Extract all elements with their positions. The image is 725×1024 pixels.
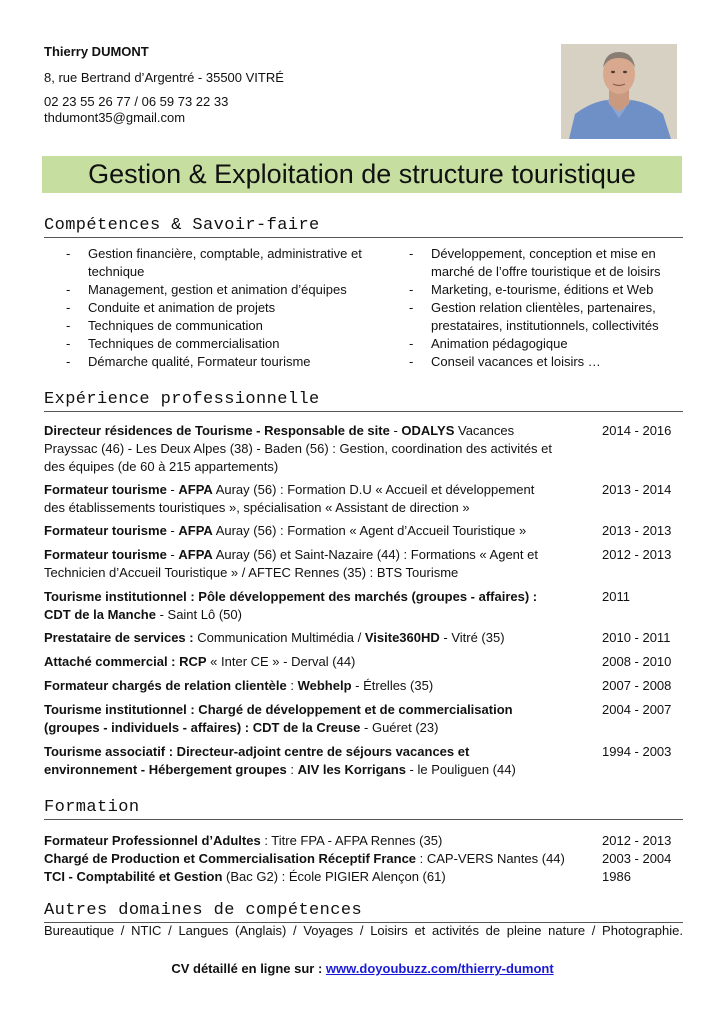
list-item: - Gestion financière, comptable, administrative et technique xyxy=(66,245,371,281)
skills-list-right xyxy=(409,245,687,371)
experience-date: 2012 - 2013 xyxy=(602,547,672,562)
cv-online-label: CV détaillé en ligne sur : xyxy=(171,961,326,976)
training-date: 1986 xyxy=(602,869,631,884)
list-item: - Gestion relation clientèles, partenaires, prestataires, institutionnels, collectivités xyxy=(409,299,687,335)
experience-date: 2013 - 2013 xyxy=(602,523,672,538)
training-date: 2012 - 2013 xyxy=(602,833,672,848)
experience-date: 2013 - 2014 xyxy=(602,482,672,497)
experience-date: 2014 - 2016 xyxy=(602,423,672,438)
list-item: - Conduite et animation de projets xyxy=(66,299,371,317)
phone-numbers: 02 23 55 26 77 / 06 59 73 22 33 xyxy=(44,94,229,109)
section-heading-experience: Expérience professionnelle xyxy=(44,390,683,412)
list-item: - Développement, conception et mise en marché de l’offre touristique et de loisirs xyxy=(409,245,687,281)
list-item: - Management, gestion et animation d’équipes xyxy=(66,281,371,299)
experience-date: 2008 - 2010 xyxy=(602,654,672,669)
training-entry: TCI - Comptabilité et Gestion (Bac G2) : École PIGIER Alençon (61) 1986 xyxy=(44,869,631,884)
section-heading-training: Formation xyxy=(44,798,683,820)
address: 8, rue Bertrand d’Argentré - 35500 VITRÉ xyxy=(44,70,284,85)
other-skills-text: Bureautique / NTIC / Langues (Anglais) / Voyages / Loisirs et activités de pleine nature / Photographie. xyxy=(44,923,683,938)
portrait-photo xyxy=(561,44,677,139)
experience-date: 2007 - 2008 xyxy=(602,678,672,693)
cv-title: Gestion & Exploitation de structure touristique xyxy=(42,156,682,193)
list-item: - Conseil vacances et loisirs … xyxy=(409,353,687,371)
skills-list-left xyxy=(66,245,371,371)
list-item: - Démarche qualité, Formateur tourisme xyxy=(66,353,371,371)
training-entry: Formateur Professionnel d’Adultes : Titre FPA - AFPA Rennes (35) 2012 - 2013 xyxy=(44,833,672,848)
experience-date: 2010 - 2011 xyxy=(602,630,671,645)
cv-online-link[interactable]: www.doyoubuzz.com/thierry-dumont xyxy=(325,961,554,976)
section-heading-skills: Compétences & Savoir-faire xyxy=(44,216,683,238)
list-item: - Marketing, e-tourisme, éditions et Web xyxy=(409,281,687,299)
list-item: - Techniques de communication xyxy=(66,317,371,335)
experience-date: 2011 xyxy=(602,589,630,604)
section-heading-other: Autres domaines de compétences xyxy=(44,901,683,923)
training-entry: Chargé de Production et Commercialisation Réceptif France : CAP-VERS Nantes (44) 2003 - 2004 xyxy=(44,851,672,866)
email: thdumont35@gmail.com xyxy=(44,110,186,125)
list-item: - Techniques de commercialisation xyxy=(66,335,371,353)
experience-date: 1994 - 2003 xyxy=(602,744,672,759)
list-item: - Animation pédagogique xyxy=(409,335,687,353)
experience-date: 2004 - 2007 xyxy=(602,702,672,717)
cv-online-line xyxy=(0,960,725,978)
person-name: Thierry DUMONT xyxy=(44,44,149,59)
training-date: 2003 - 2004 xyxy=(602,851,672,866)
